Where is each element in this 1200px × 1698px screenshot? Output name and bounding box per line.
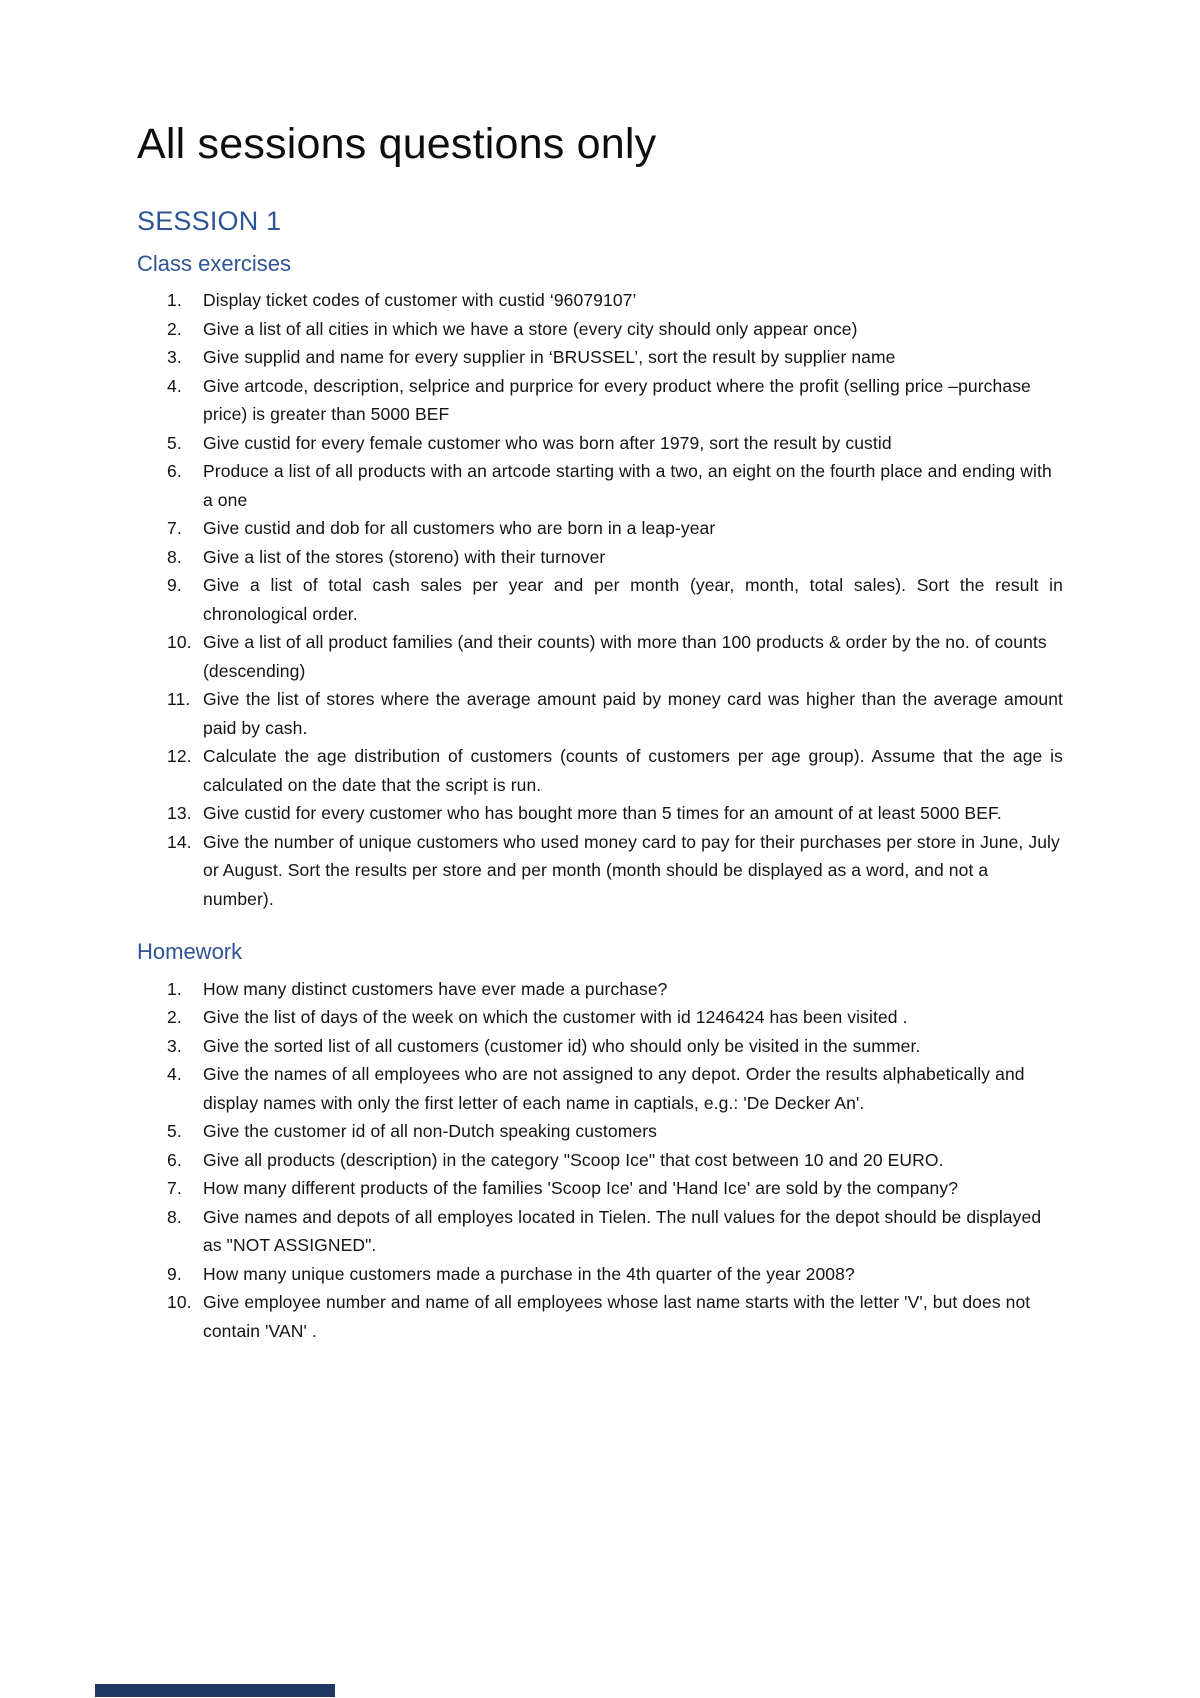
item-number: 12. bbox=[167, 746, 192, 767]
item-text: Give custid for every customer who has bought more than 5 times for an amount of at least 5000 BEF. bbox=[203, 803, 1002, 824]
item-number: 1. bbox=[167, 978, 182, 999]
item-number: 2. bbox=[167, 318, 182, 339]
item-number: 10. bbox=[167, 632, 192, 653]
item-number: 9. bbox=[167, 1263, 182, 1284]
item-text: Produce a list of all products with an artcode starting with a two, an eight on the fourth place and ending with a one bbox=[203, 461, 1052, 510]
list-item bbox=[167, 742, 1063, 799]
list-item bbox=[167, 372, 1063, 429]
list-item bbox=[167, 1203, 1063, 1260]
item-text: Give the list of stores where the average amount paid by money card was higher than the average amount paid by cash. bbox=[203, 689, 1063, 738]
session-1-heading: SESSION 1 bbox=[137, 205, 282, 236]
item-number: 8. bbox=[167, 546, 182, 567]
item-number: 1. bbox=[167, 290, 182, 311]
item-number: 3. bbox=[167, 347, 182, 368]
item-text: Give names and depots of all employes located in Tielen. The null values for the depot should be displayed as "NOT ASSIGNED". bbox=[203, 1206, 1042, 1256]
item-text: How many distinct customers have ever made a purchase? bbox=[203, 978, 668, 999]
item-text: Give a list of total cash sales per year and per month (year, month, total sales). Sort the result in chronological order. bbox=[203, 575, 1063, 624]
item-text: How many unique customers made a purchase in the 4th quarter of the year 2008? bbox=[203, 1263, 855, 1284]
item-number: 5. bbox=[167, 432, 182, 453]
item-text: Give all products (description) in the category "Scoop Ice" that cost between 10 and 20 EURO. bbox=[203, 1149, 944, 1170]
class-exercises-heading: Class exercises bbox=[137, 250, 292, 276]
item-text: Give the names of all employees who are not assigned to any depot. Order the results alphabetically and display names with only the first letter of each name in captials, e.g.: 'De Decker An'. bbox=[203, 1064, 1025, 1113]
homework-heading: Homework bbox=[137, 939, 243, 965]
item-text: Give supplid and name for every supplier in ‘BRUSSEL’, sort the result by supplier name bbox=[203, 347, 896, 368]
list-item bbox=[167, 343, 1063, 372]
list-item bbox=[167, 628, 1063, 685]
item-number: 4. bbox=[167, 375, 182, 396]
footer-accent-bar bbox=[95, 1684, 335, 1697]
item-number: 8. bbox=[167, 1206, 182, 1227]
homework-list bbox=[137, 975, 1063, 1346]
item-text: Give employee number and name of all employees whose last name starts with the letter 'V', but does not contain 'VAN' . bbox=[203, 1292, 1031, 1341]
list-item bbox=[167, 429, 1063, 458]
item-number: 6. bbox=[167, 1149, 182, 1170]
item-text: Give a list of all cities in which we have a store (every city should only appear once) bbox=[203, 318, 858, 339]
list-item bbox=[167, 1288, 1063, 1345]
list-item bbox=[167, 514, 1063, 543]
item-number: 7. bbox=[167, 518, 182, 539]
item-number: 3. bbox=[167, 1035, 182, 1056]
item-number: 11. bbox=[167, 689, 191, 710]
list-item bbox=[167, 685, 1063, 742]
item-number: 9. bbox=[167, 575, 182, 596]
item-number: 6. bbox=[167, 461, 182, 482]
item-text: Calculate the age distribution of customers (counts of customers per age group). Assume that the age is calculated on the date that the script is run. bbox=[203, 746, 1063, 795]
item-text: Give the sorted list of all customers (customer id) who should only be visited in the summer. bbox=[203, 1035, 921, 1056]
item-number: 5. bbox=[167, 1121, 182, 1142]
item-number: 2. bbox=[167, 1007, 182, 1028]
item-number: 13. bbox=[167, 803, 192, 824]
list-item bbox=[167, 799, 1063, 828]
list-item bbox=[167, 571, 1063, 628]
item-text: How many different products of the families 'Scoop Ice' and 'Hand Ice' are sold by the company? bbox=[203, 1178, 959, 1199]
list-item bbox=[167, 315, 1063, 344]
item-number: 4. bbox=[167, 1064, 182, 1085]
list-item bbox=[167, 1032, 1063, 1061]
list-item bbox=[167, 1146, 1063, 1175]
list-item bbox=[167, 1260, 1063, 1289]
class-exercises-list bbox=[137, 286, 1063, 913]
list-item bbox=[167, 286, 1063, 315]
list-item bbox=[167, 1117, 1063, 1146]
item-text: Give custid and dob for all customers who are born in a leap-year bbox=[203, 518, 716, 539]
item-text: Give a list of all product families (and their counts) with more than 100 products & order by the no. of counts (descending) bbox=[203, 632, 1047, 681]
item-text: Give the customer id of all non-Dutch speaking customers bbox=[203, 1121, 658, 1142]
item-text: Give custid for every female customer who was born after 1979, sort the result by custid bbox=[203, 432, 892, 453]
item-text: Give a list of the stores (storeno) with their turnover bbox=[203, 546, 606, 567]
list-item bbox=[167, 975, 1063, 1004]
document-title: All sessions questions only bbox=[137, 120, 657, 168]
list-item bbox=[167, 1174, 1063, 1203]
item-text: Give artcode, description, selprice and purprice for every product where the profit (selling price –purchase price) is greater than 5000 BEF bbox=[203, 375, 1031, 425]
list-item bbox=[167, 1003, 1063, 1032]
item-text: Give the number of unique customers who used money card to pay for their purchases per store in June, July or August. Sort the results per store and per month (month should be displayed as a word, and not a number). bbox=[203, 831, 1060, 909]
list-item bbox=[167, 1060, 1063, 1117]
item-number: 7. bbox=[167, 1178, 182, 1199]
item-number: 10. bbox=[167, 1292, 192, 1313]
item-number: 14. bbox=[167, 831, 192, 852]
item-text: Display ticket codes of customer with custid ‘96079107’ bbox=[203, 290, 637, 311]
item-text: Give the list of days of the week on which the customer with id 1246424 has been visited . bbox=[203, 1007, 908, 1028]
list-item bbox=[167, 543, 1063, 572]
list-item bbox=[167, 457, 1063, 514]
list-item bbox=[167, 828, 1063, 914]
